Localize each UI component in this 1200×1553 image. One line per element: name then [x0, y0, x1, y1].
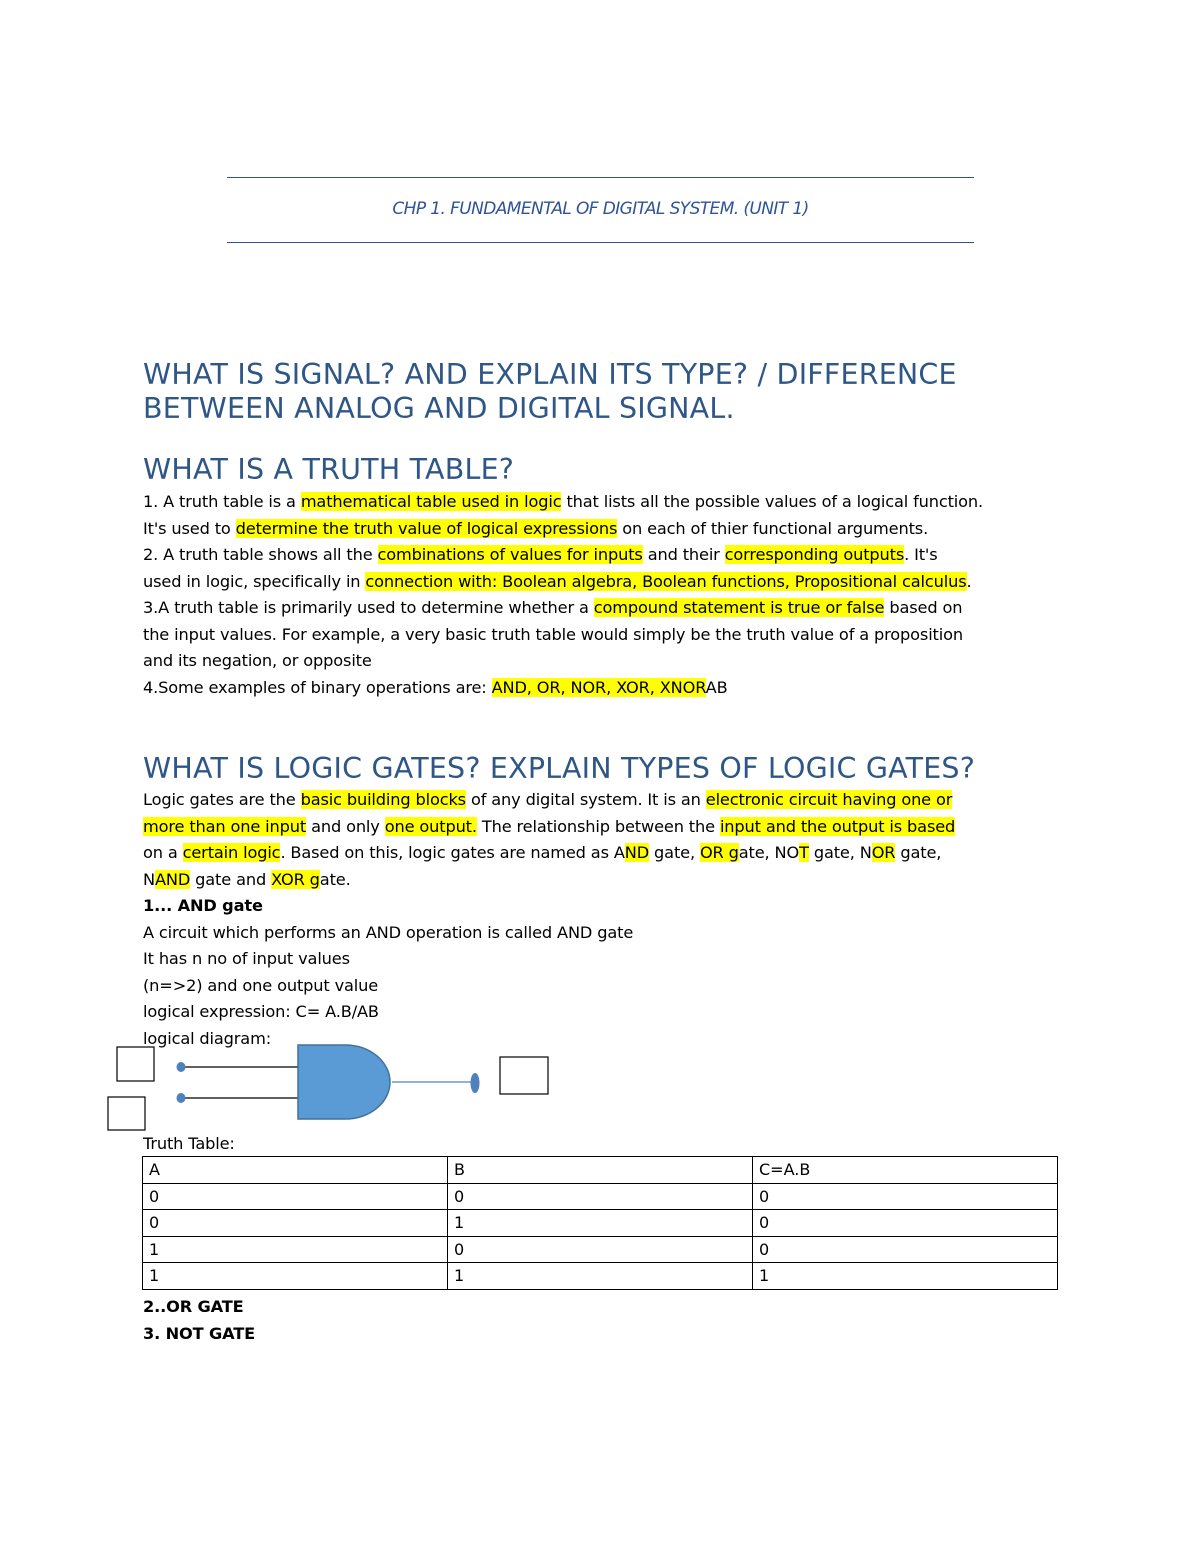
table-cell: 0	[143, 1183, 448, 1210]
highlighted-text: connection with: Boolean algebra, Boolean functions, Propositional calculus	[365, 571, 967, 591]
highlighted-text: AND, OR, NOR, XOR, XNOR	[491, 677, 706, 697]
page-header: CHP 1. FUNDAMENTAL OF DIGITAL SYSTEM. (UNIT 1)	[392, 199, 809, 219]
paragraph-line: the input values. For example, a very basic truth table would simply be the truth value of a proposition	[143, 624, 963, 644]
paragraph-line: logical expression: C= A.B/AB	[143, 1002, 379, 1021]
highlighted-text: corresponding outputs	[724, 545, 905, 564]
table-cell: 0	[143, 1210, 448, 1237]
table-cell: 1	[448, 1263, 753, 1290]
text: and only	[306, 816, 385, 836]
table-header-cell: B	[448, 1157, 753, 1184]
highlighted-text: compound statement is true or false	[593, 598, 885, 617]
highlighted-text: AND	[154, 869, 191, 889]
table-cell: 1	[448, 1210, 753, 1237]
text: based on	[884, 598, 963, 617]
text: that lists all the possible values of a logical function.	[561, 492, 983, 511]
table-cell: 0	[448, 1236, 753, 1263]
input-terminal-a	[177, 1062, 186, 1072]
table-row	[143, 1183, 1058, 1210]
text: and their	[642, 545, 725, 564]
text: of any digital system. It is an	[465, 790, 706, 809]
text: ate, NO	[738, 843, 800, 862]
highlighted-text: electronic circuit having one or	[705, 790, 953, 809]
heading-signal-line2: BETWEEN ANALOG AND DIGITAL SIGNAL.	[143, 392, 735, 425]
highlighted-text: basic building blocks	[300, 790, 466, 809]
paragraph-line: A circuit which performs an AND operation is called AND gate	[143, 922, 634, 942]
text: gate, N	[808, 843, 872, 862]
not-gate-title: 3. NOT GATE	[143, 1324, 256, 1343]
text: 3.A truth table is primarily used to determine whether a	[143, 598, 594, 617]
input-box-b	[108, 1097, 145, 1130]
input-box-a	[117, 1047, 154, 1081]
and-truth-table	[142, 1156, 1058, 1290]
paragraph-line: (n=>2) and one output value	[143, 975, 379, 995]
text: 4.Some examples of binary operations are:	[143, 677, 492, 697]
heading-logic-gates: WHAT IS LOGIC GATES? EXPLAIN TYPES OF LOGIC GATES?	[143, 752, 976, 785]
and-gate-symbol	[298, 1045, 390, 1119]
table-header-row	[143, 1157, 1058, 1184]
output-terminal	[471, 1073, 480, 1093]
truth-table-label: Truth Table:	[143, 1134, 235, 1153]
text: .	[966, 571, 972, 591]
highlighted-text: OR	[871, 843, 896, 862]
table-header-cell: C=A.B	[753, 1157, 1058, 1184]
heading-signal-line1: WHAT IS SIGNAL? AND EXPLAIN ITS TYPE? / DIFFERENCE	[143, 358, 957, 391]
highlighted-text: more than one input	[143, 816, 307, 836]
highlighted-text: input and the output is based	[719, 816, 956, 836]
text: N	[143, 869, 155, 889]
table-row	[143, 1236, 1058, 1263]
highlighted-text: XOR g	[271, 869, 320, 889]
text: on each of thier functional arguments.	[617, 518, 929, 538]
table-cell: 1	[753, 1263, 1058, 1290]
highlighted-text: mathematical table used in logic	[300, 492, 562, 511]
text: used in logic, specifically in	[143, 571, 366, 591]
table-cell: 1	[143, 1236, 448, 1263]
or-gate-title: 2..OR GATE	[143, 1297, 244, 1316]
text: Logic gates are the	[143, 790, 301, 809]
table-cell: 0	[753, 1236, 1058, 1263]
text: gate,	[895, 843, 942, 862]
and-gate-title: 1... AND gate	[143, 896, 263, 915]
table-cell: 0	[753, 1210, 1058, 1237]
highlighted-text: combinations of values for inputs	[377, 545, 643, 564]
text: . Based on this, logic gates are named as A	[280, 843, 625, 862]
text: on a	[143, 843, 183, 862]
table-cell: 0	[753, 1183, 1058, 1210]
table-header-cell: A	[143, 1157, 448, 1184]
table-row	[143, 1263, 1058, 1290]
output-box	[500, 1057, 548, 1094]
highlighted-text: ND	[624, 843, 650, 862]
text: gate,	[649, 843, 700, 862]
highlighted-text: T	[799, 843, 809, 862]
input-terminal-b	[177, 1093, 186, 1103]
highlighted-text: OR g	[699, 843, 739, 862]
text: . It's	[904, 545, 938, 564]
highlighted-text: certain logic	[182, 843, 281, 862]
paragraph-line: and its negation, or opposite	[143, 651, 372, 670]
text: AB	[705, 677, 728, 697]
heading-truth-table: WHAT IS A TRUTH TABLE?	[143, 453, 515, 486]
text: 1. A truth table is a	[143, 492, 301, 511]
highlighted-text: determine the truth value of logical expressions	[235, 518, 618, 538]
text: 2. A truth table shows all the	[143, 545, 378, 564]
text: gate and	[190, 869, 272, 889]
table-cell: 0	[448, 1183, 753, 1210]
highlighted-text: one output.	[384, 816, 477, 836]
paragraph-line: It has n no of input values	[143, 949, 350, 968]
paragraph-line: logical diagram:	[143, 1028, 272, 1048]
table-cell: 1	[143, 1263, 448, 1290]
text: The relationship between the	[476, 816, 720, 836]
text: It's used to	[143, 518, 236, 538]
text: ate.	[319, 869, 351, 889]
table-row	[143, 1210, 1058, 1237]
